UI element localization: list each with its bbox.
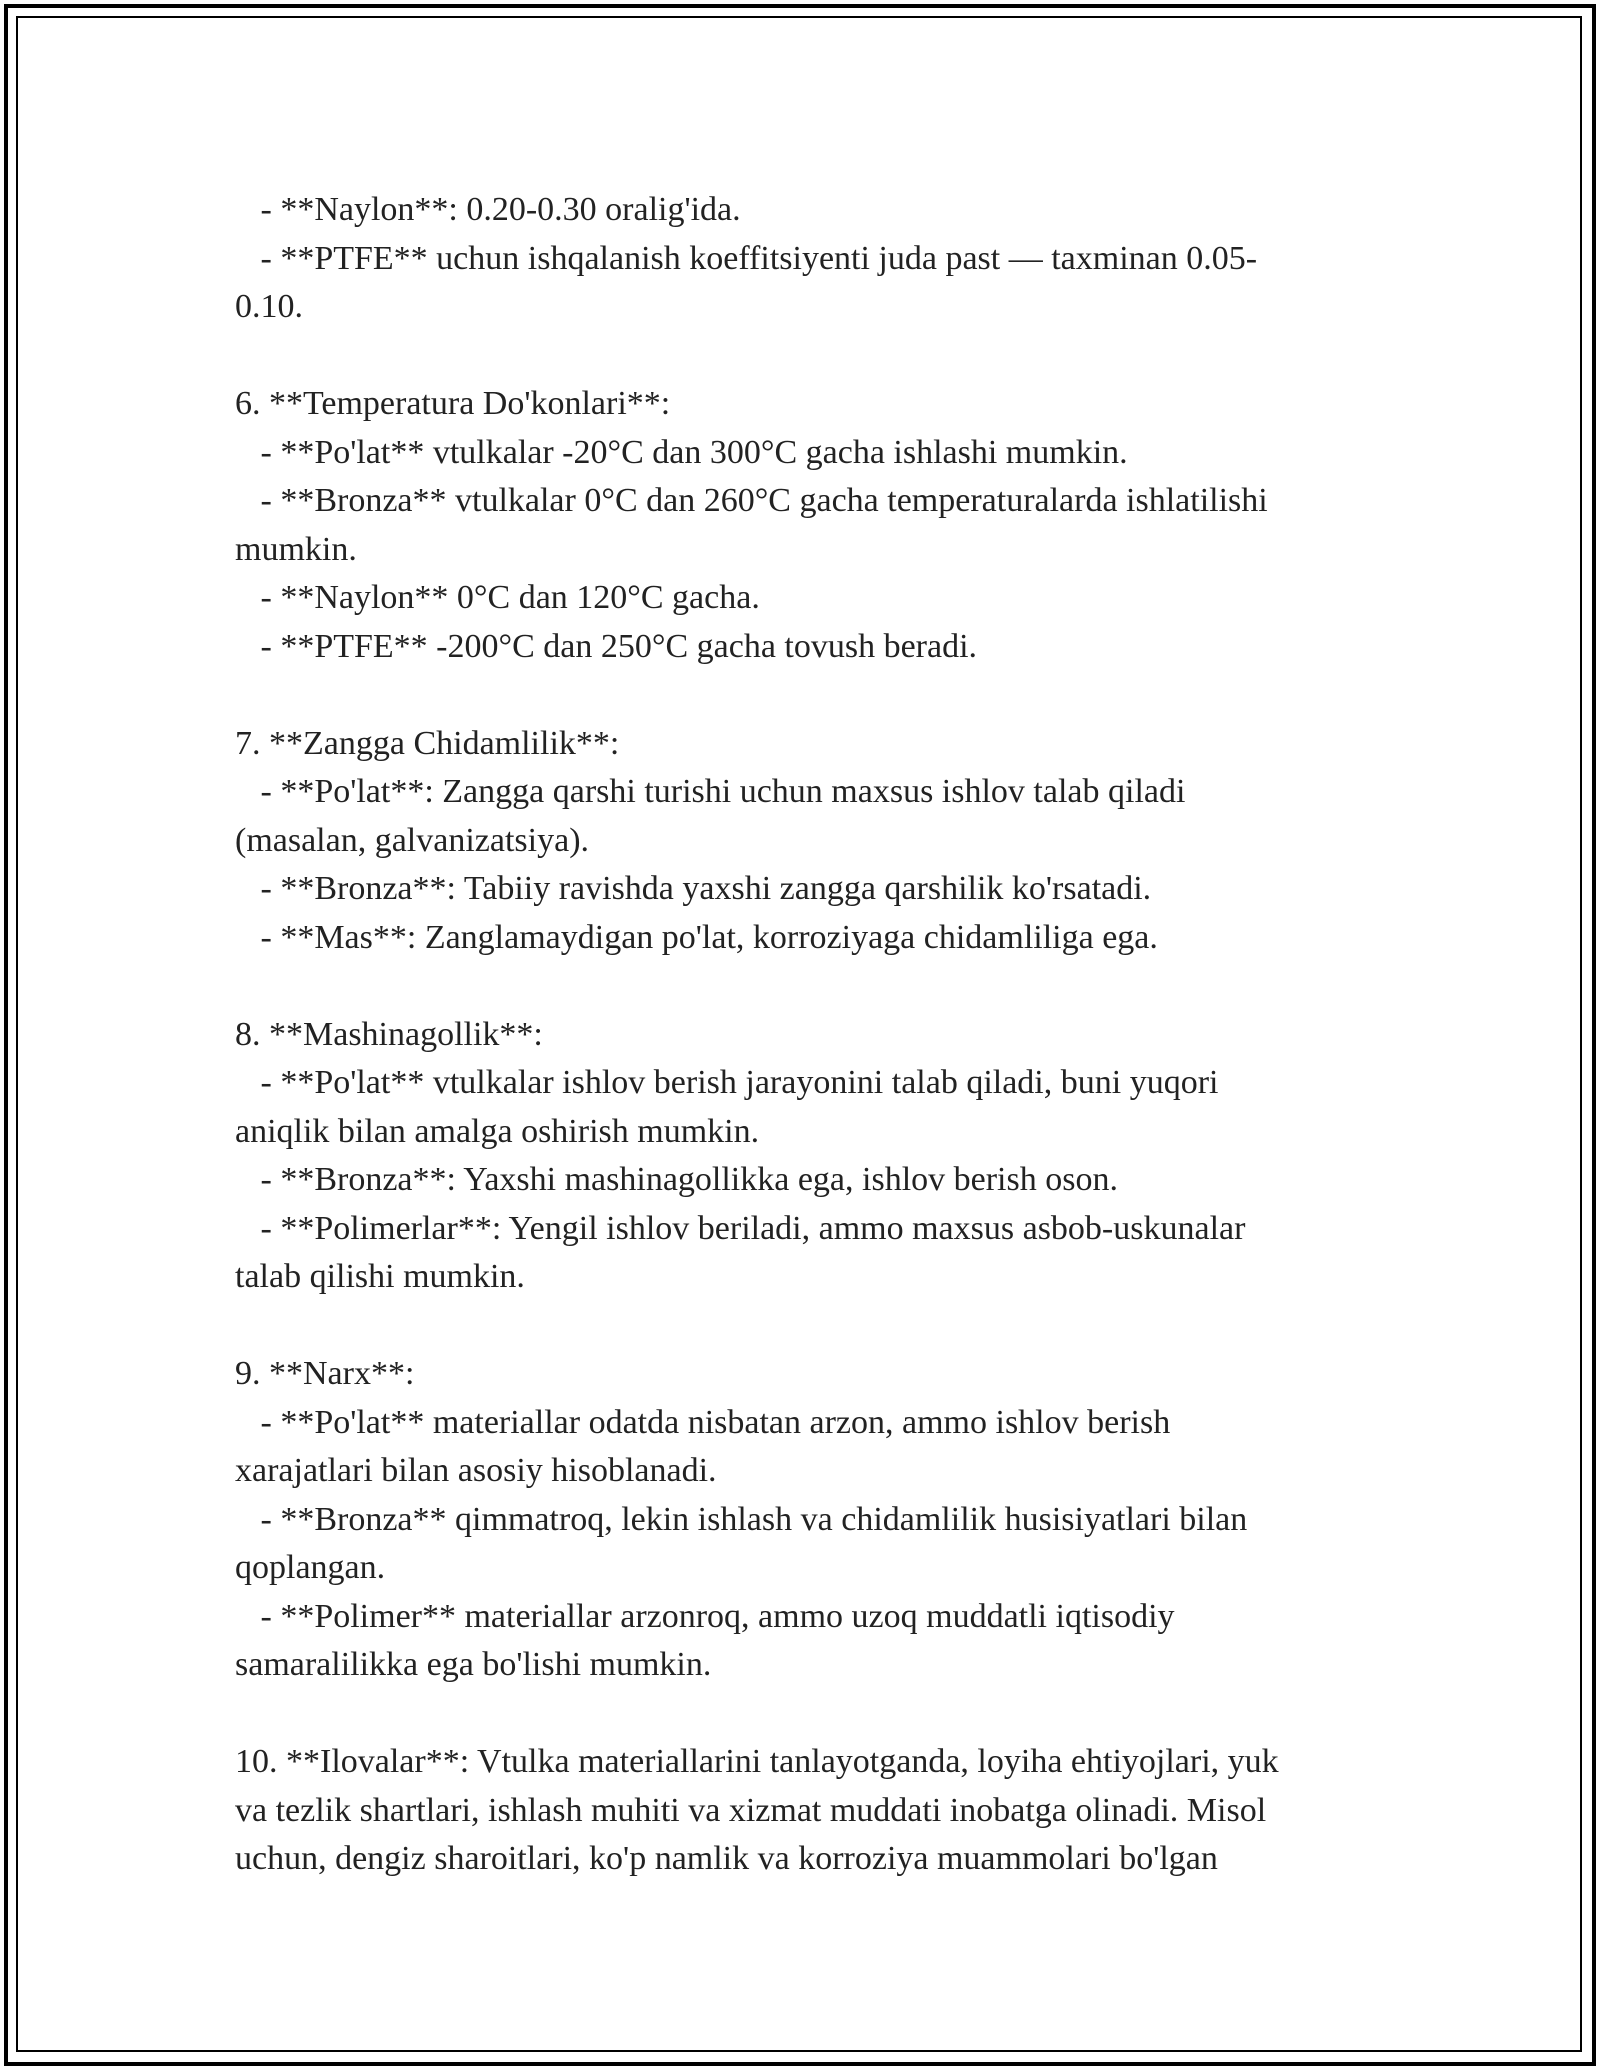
text-line: - **PTFE** uchun ishqalanish koeffitsiyenti juda past — taxminan 0.05- (235, 239, 1258, 277)
text-line: - **Bronza**: Yaxshi mashinagollikka ega, ishlov berish oson. (235, 1161, 1118, 1198)
text-line: - **Bronza** qimmatroq, lekin ishlash va chidamlilik husisiyatlari bilan (235, 1500, 1248, 1538)
text-line: 10. **Ilovalar**: Vtulka materiallarini tanlayotganda, loyiha ehtiyojlari, yuk (235, 1743, 1279, 1780)
text-line: mumkin. (235, 530, 357, 568)
text-line: uchun, dengiz sharoitlari, ko'p namlik va korroziya muammolari bo'lgan (235, 1840, 1218, 1877)
text-line: - **Po'lat** materiallar odatda nisbatan arzon, ammo ishlov berish (235, 1403, 1171, 1441)
document-body (235, 186, 1375, 1884)
text-line: - **Mas**: Zanglamaydigan po'lat, korroziyaga chidamliliga ega. (235, 918, 1158, 956)
text-line: talab qilishi mumkin. (235, 1258, 525, 1295)
text-line: - **Naylon**: 0.20-0.30 oralig'ida. (235, 191, 741, 228)
text-line: - **Po'lat** vtulkalar -20°C dan 300°C gacha ishlashi mumkin. (235, 433, 1128, 471)
text-line: - **PTFE** -200°C dan 250°C gacha tovush beradi. (235, 627, 978, 665)
text-line: aniqlik bilan amalga oshirish mumkin. (235, 1112, 760, 1150)
text-line: va tezlik shartlari, ishlash muhiti va xizmat muddati inobatga olinadi. Misol (235, 1791, 1267, 1829)
text-line: 9. **Narx**: (235, 1355, 415, 1392)
text-line: samaralilikka ega bo'lishi mumkin. (235, 1646, 712, 1683)
text-line: - **Naylon** 0°C dan 120°C gacha. (235, 579, 760, 616)
blank-line (235, 1302, 1375, 1351)
text-line: 0.10. (235, 288, 303, 325)
text-line: 8. **Mashinagollik**: (235, 1015, 543, 1053)
blank-line (235, 962, 1375, 1011)
blank-line (235, 332, 1375, 381)
text-line: xarajatlari bilan asosiy hisoblanadi. (235, 1452, 717, 1489)
text-line: - **Polimer** materiallar arzonroq, ammo uzoq muddatli iqtisodiy (235, 1597, 1175, 1635)
text-line: 6. **Temperatura Do'konlari**: (235, 385, 671, 422)
text-line: - **Bronza**: Tabiiy ravishda yaxshi zangga qarshilik ko'rsatadi. (235, 870, 1152, 907)
text-line: (masalan, galvanizatsiya). (235, 821, 590, 859)
text-line: - **Po'lat**: Zangga qarshi turishi uchun maxsus ishlov talab qiladi (235, 773, 1186, 810)
text-line: - **Polimerlar**: Yengil ishlov beriladi, ammo maxsus asbob-uskunalar (235, 1209, 1246, 1247)
blank-line (235, 1690, 1375, 1739)
text-line: - **Po'lat** vtulkalar ishlov berish jarayonini talab qiladi, buni yuqori (235, 1064, 1219, 1101)
blank-line (235, 671, 1375, 720)
text-line: - **Bronza** vtulkalar 0°C dan 260°C gacha temperaturalarda ishlatilishi (235, 482, 1268, 519)
text-line: 7. **Zangga Chidamlilik**: (235, 724, 620, 762)
text-line: qoplangan. (235, 1549, 386, 1586)
